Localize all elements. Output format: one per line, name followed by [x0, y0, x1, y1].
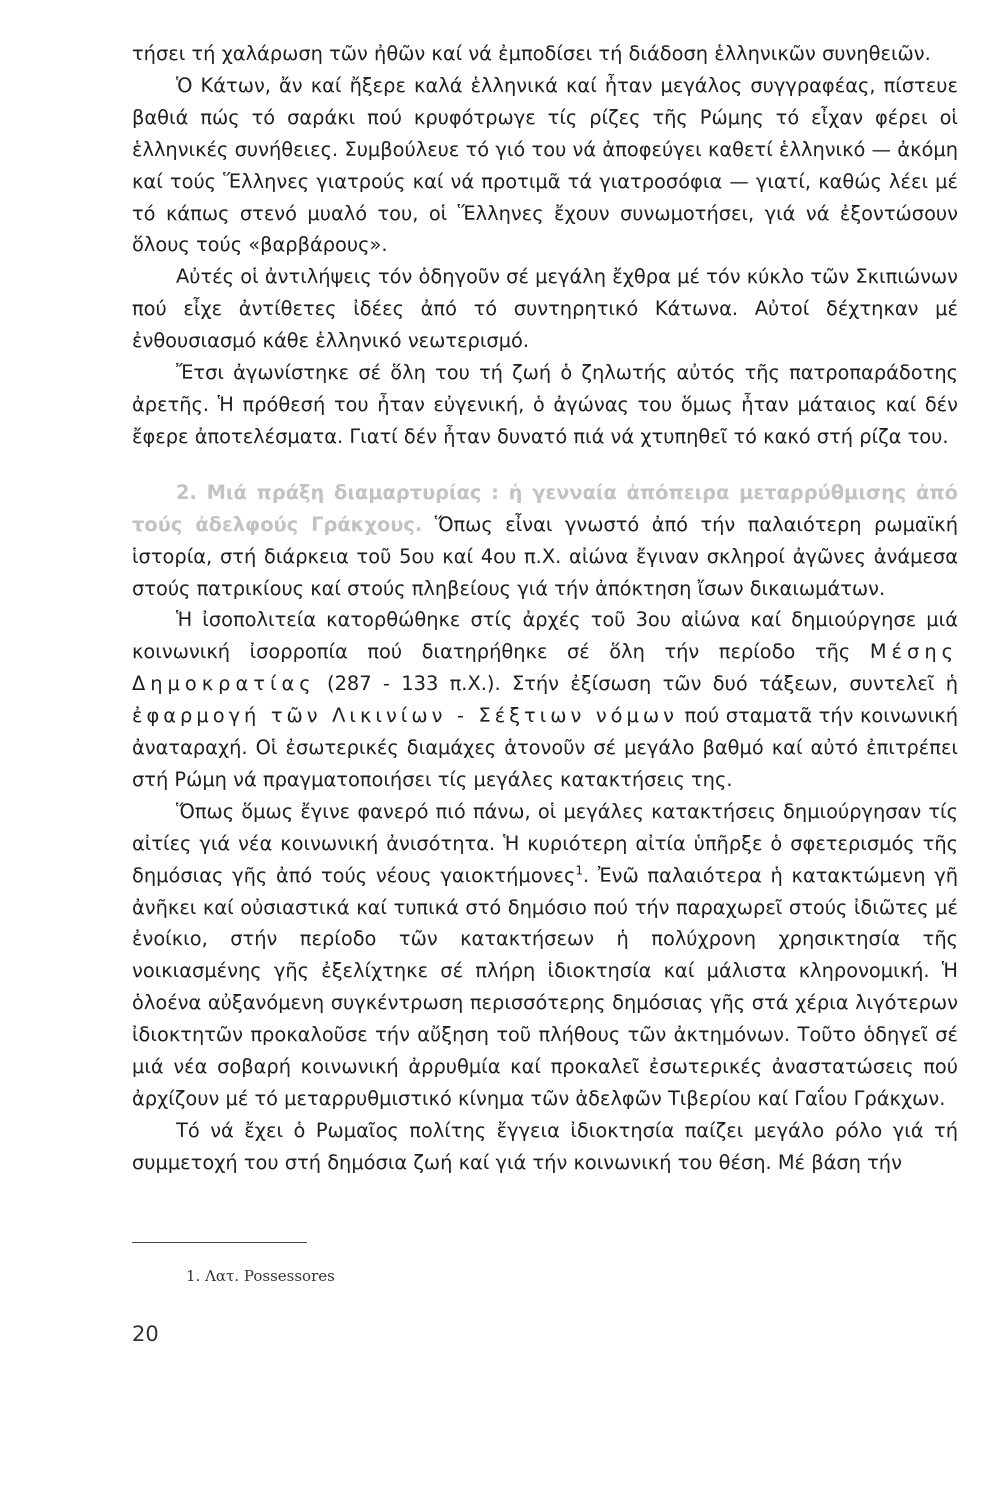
footnote: 1. Λατ. Possessores [186, 1267, 335, 1285]
section-intro: Ὅπως εἶναι γνωστό ἀπό τήν παλαιότερη ρωμαϊκή ἱστορία, στή διάρκεια τοῦ 5ου καί 4ου π.Χ. αἰώνα ἔγιναν σκληροί ἀγῶνες ἀνάμεσα στούς πατρικίους καί στούς πληβείους γιά τήν ἀπόκτηση ἴσων δικαιωμάτων. [132, 512, 958, 600]
page-number: 20 [132, 1322, 159, 1346]
paragraph-inequality [132, 796, 958, 1115]
isopoliteia-text-a: Ἡ ἰσοπολιτεία κατορθώθηκε στίς ἀρχές τοῦ 3ου αἰώνα καί δημιούργησε μιά κοινωνική ἰσορροπία πού διατηρήθηκε σέ ὅλη τήν περίοδο τῆς [132, 608, 958, 664]
paragraph-katon: Ὁ Κάτων, ἄν καί ἤξερε καλά ἑλληνικά καί ἦταν μεγάλος συγγραφέας, πίστευε βαθιά πώς τό σαράκι πού κρυφότρωγε τίς ρίζες τῆς Ρώμης τό εἶχαν φέρει οἱ ἑλληνικές συνήθειες. Συμβούλευε τό γιό του νά ἀποφεύγει καθετί ἑλληνικό — ἀκόμη καί τούς Ἕλληνες γιατρούς καί νά προτιμᾶ τά γιατροσόφια — γιατί, καθώς λέει μέ τό κάπως στενό μυαλό του, οἱ Ἕλληνες ἔχουν συνωμοτήσει, γιά νά ἐξοντώσουν ὅλους τούς «βαρβάρους». [132, 73, 958, 257]
footnote-reference: 1 [575, 863, 583, 878]
body-text [132, 38, 958, 1179]
footnote-divider [132, 1242, 307, 1243]
section-heading: 2. Μιά πράξη διαμαρτυρίας : ἡ γενναία ἀπόπειρα μεταρρύθμισης ἀπό τούς ἀδελφούς Γράκχους. [132, 480, 958, 536]
section-paragraph [132, 477, 958, 605]
paragraph-isopoliteia [132, 604, 958, 795]
spaced-term-licinian-laws: ἐφαρμογή τῶν Λικινίων - Σέξτιων νόμων [132, 704, 678, 728]
paragraph-land-ownership: Τό νά ἔχει ὁ Ρωμαῖος πολίτης ἔγγεια ἰδιοκτησία παίζει μεγάλο ρόλο γιά τή συμμετοχή του στή δημόσια ζωή καί γιά τήν κοινωνική του θέση. Μέ βάση τήν [132, 1118, 958, 1174]
isopoliteia-text-b: (287 - 133 π.Χ.). Στήν ἐξίσωση τῶν δυό τάξεων, συντελεῖ ἡ [315, 672, 958, 696]
paragraph-zealot: Ἔτσι ἀγωνίστηκε σέ ὅλη του τή ζωή ὁ ζηλωτής αὐτός τῆς πατροπαράδοτης ἀρετῆς. Ἡ πρόθεσή του ἦταν εὐγενική, ὁ ἀγώνας του ὅμως ἦταν μάταιος καί δέν ἔφερε ἀποτελέσματα. Γιατί δέν ἦταν δυνατό πιά νά χτυπηθεῖ τό κακό στή ρίζα του. [132, 361, 958, 448]
inequality-text-b: . Ἐνῶ παλαιότερα ἡ κατακτώμενη γῆ ἀνῆκει καί οὐσιαστικά καί τυπικά στό δημόσιο πού τήν παραχωρεῖ στούς ἰδιῶτες μέ ἐνοίκιο, στήν περίοδο τῶν κατακτήσεων ἡ πολύχρονη χρησικτησία τῆς νοικιασμένης γῆς ἐξελίχτηκε σέ πλήρη ἰδιοκτησία καί μάλιστα κληρονομική. Ἡ ὁλοένα αὐξανόμενη συγκέντρωση περισσότερης δημόσιας γῆς στά χέρια λιγότερων ἰδιοκτητῶν προκαλοῦσε τήν αὔξηση τοῦ πλήθους τῶν ἀκτημόνων. Τοῦτο ὁδηγεῖ σέ μιά νέα σοβαρή κοινωνική ἀρρυθμία καί προκαλεῖ ἐσωτερικές ἀναστατώσεις πού ἀρχίζουν μέ τό μεταρρυθμιστικό κίνημα τῶν ἀδελφῶν Τιβερίου καί Γαΐου Γράκχων. [132, 863, 958, 1110]
isopoliteia-text-c: πού σταματᾶ τήν κοινωνική ἀναταραχή. Οἱ ἐσωτερικές διαμάχες ἀτονοῦν σέ μεγάλο βαθμό καί αὐτό ἐπιτρέπει στή Ρώμη νά πραγματοποιήσει τίς μεγάλες κατακτήσεις της. [132, 704, 959, 791]
spaced-term-middle-republic: Μέσης Δημοκρατίας [132, 640, 958, 696]
paragraph-continuation: τήσει τή χαλάρωση τῶν ἠθῶν καί νά ἐμποδίσει τή διάδοση ἑλληνικῶν συνηθειῶν. [132, 42, 931, 65]
inequality-text-a: Ὅπως ὅμως ἔγινε φανερό πιό πάνω, οἱ μεγάλες κατακτήσεις δημιούργησαν τίς αἰτίες γιά νέα κοινωνική ἀνισότητα. Ἡ κυριότερη αἰτία ὑπῆρξε ὁ σφετερισμός τῆς δημόσιας γῆς ἀπό τούς νέους γαιοκτήμονες [132, 799, 958, 887]
paragraph-skipiones: Αὐτές οἱ ἀντιλήψεις τόν ὁδηγοῦν σέ μεγάλη ἔχθρα μέ τόν κύκλο τῶν Σκιπιώνων πού εἶχε ἀντίθετες ἰδέες ἀπό τό συντηρητικό Κάτωνα. Αὐτοί δέχτηκαν μέ ἐνθουσιασμό κάθε ἑλληνικό νεωτερισμό. [132, 265, 958, 353]
